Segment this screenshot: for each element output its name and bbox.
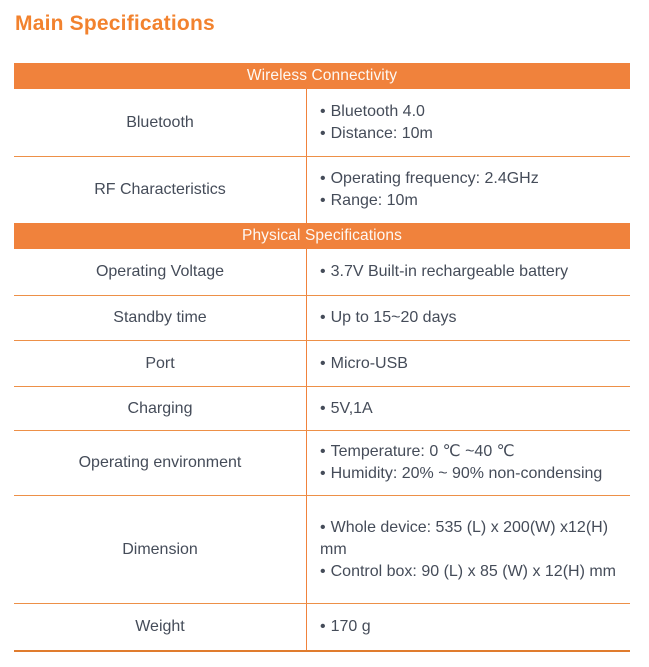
bullet-text: Distance: 10m [330, 124, 433, 142]
bullet-icon: • [320, 309, 326, 326]
bullet-item [320, 441, 624, 463]
section-header-physical-specifications: Physical Specifications [14, 223, 630, 249]
bullet-text: 170 g [330, 618, 371, 635]
bullet-icon: • [320, 170, 326, 187]
bullet-icon: • [320, 465, 326, 482]
bullet-icon: • [320, 562, 326, 580]
bullet-icon: • [320, 443, 326, 460]
row-values [307, 296, 630, 340]
bullet-item [320, 561, 624, 583]
bullet-icon: • [320, 354, 326, 372]
bullet-item [320, 168, 624, 190]
row-label: Operating environment [14, 431, 307, 495]
bullet-text: Micro-USB [330, 354, 408, 372]
bullet-item [320, 616, 624, 638]
table-row-standby-time [14, 295, 630, 340]
table-row-dimension [14, 495, 630, 603]
bullet-item [320, 398, 624, 420]
bullet-item [320, 517, 624, 561]
bullet-item [320, 123, 624, 145]
bullet-text: Up to 15~20 days [330, 309, 457, 326]
row-values [307, 157, 630, 223]
bullet-icon: • [320, 618, 326, 635]
bullet-item [320, 101, 624, 123]
row-label: Standby time [14, 296, 307, 340]
row-values [307, 431, 630, 495]
bullet-text: Temperature: 0 ℃ ~40 ℃ [330, 443, 515, 460]
bullet-item [320, 307, 624, 329]
row-label: Dimension [14, 496, 307, 603]
table-row-operating-environment [14, 430, 630, 495]
bullet-text: Operating frequency: 2.4GHz [330, 170, 539, 187]
table-row-port [14, 340, 630, 386]
row-values [307, 604, 630, 650]
bullet-text: Control box: 90 (L) x 85 (W) x 12(H) mm [330, 562, 617, 580]
bullet-text: Bluetooth 4.0 [330, 102, 425, 120]
row-label: Weight [14, 604, 307, 650]
row-values [307, 341, 630, 386]
bullet-icon: • [320, 263, 326, 280]
table-row-weight [14, 603, 630, 650]
bullet-icon: • [320, 518, 326, 536]
bullet-item [320, 353, 624, 375]
row-values [307, 89, 630, 156]
table-row-charging [14, 386, 630, 430]
section-header-wireless-connectivity: Wireless Connectivity [14, 63, 630, 89]
bullet-text: 3.7V Built-in rechargeable battery [330, 263, 569, 280]
row-label: Port [14, 341, 307, 386]
bullet-item [320, 463, 624, 485]
bullet-icon: • [320, 102, 326, 120]
table-row-operating-voltage [14, 249, 630, 295]
bullet-item [320, 261, 624, 283]
row-label: RF Characteristics [14, 157, 307, 223]
bullet-icon: • [320, 124, 326, 142]
row-values [307, 387, 630, 430]
bullet-item [320, 190, 624, 212]
bullet-icon: • [320, 192, 326, 209]
row-label: Operating Voltage [14, 249, 307, 295]
row-values [307, 496, 630, 603]
bullet-text: Range: 10m [330, 192, 418, 209]
bullet-icon: • [320, 399, 326, 417]
row-values [307, 249, 630, 295]
table-row-rf-characteristics [14, 156, 630, 223]
row-label: Bluetooth [14, 89, 307, 156]
bullet-text: Humidity: 20% ~ 90% non-condensing [330, 465, 603, 482]
page-title: Main Specifications [15, 12, 215, 35]
row-label: Charging [14, 387, 307, 430]
table-row-bluetooth [14, 89, 630, 156]
bullet-text: Whole device: 535 (L) x 200(W) x12(H) mm [320, 518, 609, 558]
specifications-table [14, 63, 630, 652]
bullet-text: 5V,1A [330, 399, 373, 417]
